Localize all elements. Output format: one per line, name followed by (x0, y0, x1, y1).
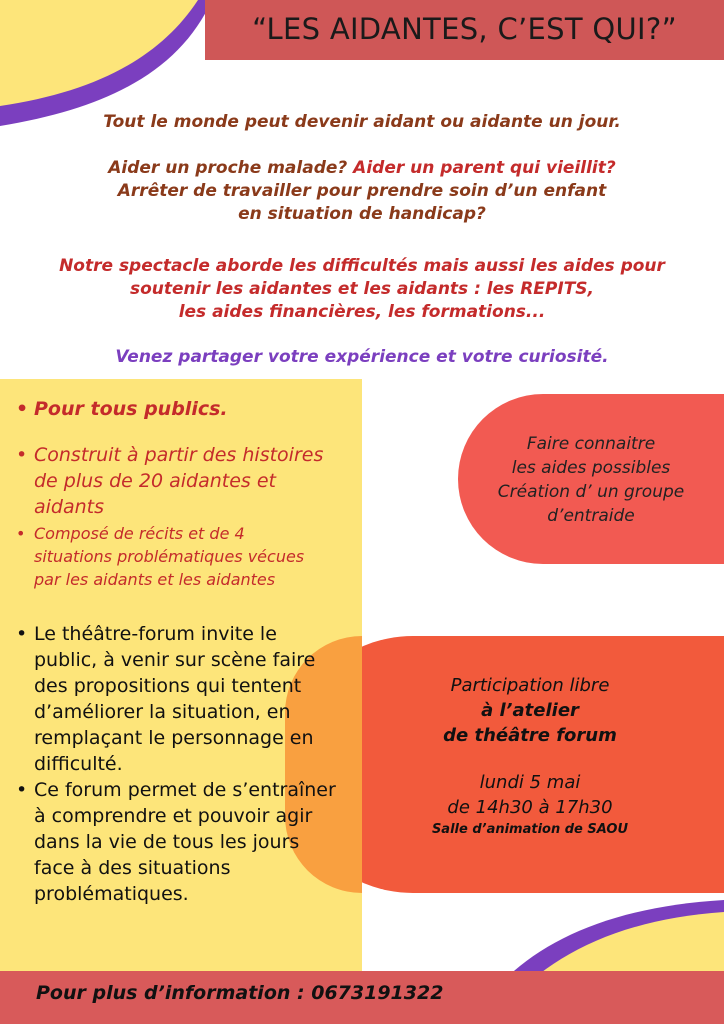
question-part-1: Aider un proche malade? (108, 158, 348, 178)
show-line-2: soutenir les aidantes et les aidants : les REPITS, (130, 279, 594, 299)
intro-question-1 (0, 157, 724, 180)
goals-line-3: Création d’ un groupe (497, 482, 685, 502)
intro-question-2: Arrêter de travailler pour prendre soin d’un enfant (117, 181, 607, 201)
intro-line: Tout le monde peut devenir aidant ou aidante un jour. (103, 112, 621, 132)
intro-question-3: en situation de handicap? (238, 204, 486, 224)
goals-line-1: Faire connaitre (526, 434, 656, 454)
event-forum: de théâtre forum (443, 725, 617, 746)
bullet-icon: • (16, 524, 26, 543)
show-line-3: les aides financières, les formations... (178, 302, 546, 322)
bullet-icon: • (16, 779, 28, 801)
goals-line-4: d’entraide (547, 506, 635, 526)
bullet-icon: • (16, 398, 29, 420)
list-item: • Construit à partir des histoires de plus de 20 aidantes et aidants (16, 444, 324, 518)
question-part-2: Aider un parent qui vieillit? (347, 158, 616, 178)
show-line-1: Notre spectacle aborde les difficultés mais aussi les aides pour (59, 256, 665, 276)
list-item: • Composé de récits et de 4 situations problématiques vécues par les aidants et les aidantes (16, 524, 305, 589)
list-item: • Pour tous publics. (16, 398, 228, 420)
contact-info: Pour plus d’information : 0673191322 (36, 982, 444, 1004)
list-item: • Ce forum permet de s’entraîner à comprendre et pouvoir agir dans la vie de tous les jours face à des situations problématiques. (16, 779, 336, 905)
goals-line-2: les aides possibles (511, 458, 671, 478)
bullet-icon: • (16, 623, 28, 645)
event-participation: Participation libre (450, 675, 610, 696)
page-title: “LES AIDANTES, C’EST QUI?” (252, 12, 677, 46)
invite-line: Venez partager votre expérience et votre curiosité. (115, 347, 609, 367)
event-text (370, 673, 690, 840)
list-item: • Le théâtre-forum invite le public, à venir sur scène faire des propositions qui tentent d’améliorer la situation, en remplaçant le personnage en difficulté. (16, 623, 316, 775)
bullet-icon: • (16, 444, 28, 466)
goals-text (458, 432, 724, 528)
event-atelier: à l’atelier (481, 700, 579, 721)
event-time: de 14h30 à 17h30 (447, 797, 613, 818)
event-date: lundi 5 mai (479, 772, 581, 793)
left-bullet-list (0, 396, 340, 907)
event-place: Salle d’animation de SAOU (431, 822, 629, 837)
